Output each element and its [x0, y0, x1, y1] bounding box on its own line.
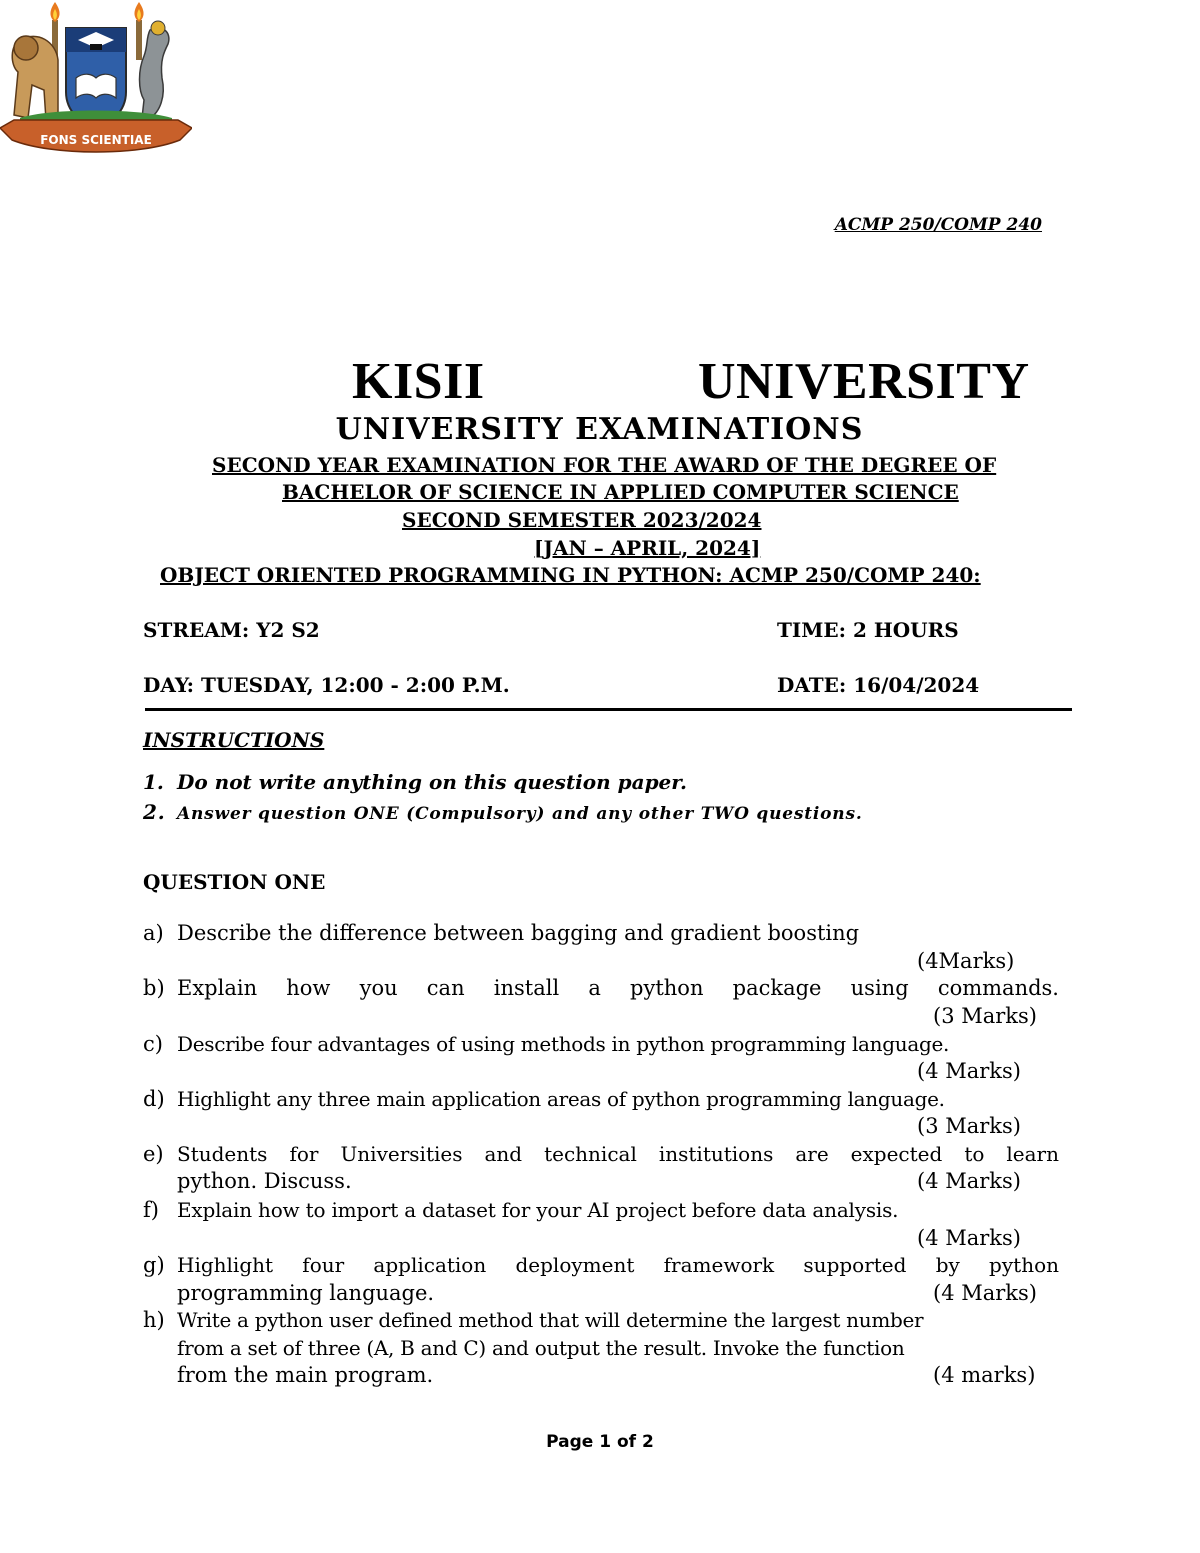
course-code: ACMP 250/COMP 240 [834, 215, 1042, 235]
question-item-letter: c) [143, 1032, 163, 1056]
instruction-item [143, 770, 687, 794]
question-item-text: Highlight four application deployment framework supported by python [177, 1253, 1059, 1277]
question-item-marks: (3 Marks) [933, 1004, 1037, 1028]
question-item-text: Describe four advantages of using methods in python programming language. [177, 1032, 950, 1056]
stream-label: STREAM: Y2 S2 [143, 618, 320, 642]
question-item-text-continued: from a set of three (A, B and C) and output the result. Invoke the function [177, 1336, 905, 1360]
question-item-marks: (4 Marks) [917, 1169, 1021, 1193]
question-item-text: Explain how to import a dataset for your AI project before data analysis. [177, 1198, 899, 1222]
question-item-marks: (4 Marks) [917, 1059, 1021, 1083]
question-item-marks: (4 Marks) [917, 1226, 1021, 1250]
question-item-marks: (4 Marks) [933, 1281, 1037, 1305]
heading-line-1: SECOND YEAR EXAMINATION FOR THE AWARD OF THE DEGREE OF [212, 453, 997, 477]
question-item-marks: (3 Marks) [917, 1114, 1021, 1138]
question-item-text-continued: python. Discuss. [177, 1169, 352, 1193]
university-name-left: KISII [352, 353, 485, 410]
question-one-heading: QUESTION ONE [143, 870, 326, 894]
instruction-number: 1. [143, 770, 164, 794]
instructions-heading: INSTRUCTIONS [143, 728, 325, 752]
university-crest-logo [0, 0, 192, 160]
question-item-letter: a) [143, 921, 164, 945]
university-name-right: UNIVERSITY [698, 353, 1030, 410]
question-item-text-continued: from the main program. [177, 1363, 434, 1387]
heading-line-3: SECOND SEMESTER 2023/2024 [402, 508, 762, 532]
page-number: Page 1 of 2 [546, 1432, 654, 1452]
divider-rule [145, 708, 1072, 711]
question-item-letter: f) [143, 1198, 159, 1222]
instruction-text: Answer question ONE (Compulsory) and any other TWO questions. [177, 804, 863, 824]
heading-line-2: BACHELOR OF SCIENCE IN APPLIED COMPUTER SCIENCE [282, 480, 959, 504]
instruction-item [143, 800, 863, 824]
instruction-number: 2. [143, 800, 166, 824]
question-item-text: Describe the difference between bagging and gradient boosting [177, 921, 860, 945]
crest-motto: FONS SCIENTIAE [40, 133, 152, 147]
time-label: TIME: 2 HOURS [777, 618, 959, 642]
question-item-letter: d) [143, 1087, 165, 1111]
heading-line-4: [JAN – APRIL, 2024] [534, 536, 761, 560]
day-label: DAY: TUESDAY, 12:00 - 2:00 P.M. [143, 673, 510, 697]
question-item-letter: g) [143, 1253, 165, 1277]
date-label: DATE: 16/04/2024 [777, 673, 980, 697]
question-item-text: Explain how you can install a python package using commands. [177, 976, 1059, 1000]
question-item-text: Students for Universities and technical institutions are expected to learn [177, 1142, 1059, 1166]
question-item-letter: b) [143, 976, 165, 1000]
question-item-text-continued: programming language. [177, 1281, 435, 1305]
question-item-letter: e) [143, 1142, 164, 1166]
question-item-text: Highlight any three main application areas of python programming language. [177, 1087, 945, 1111]
instruction-text: Do not write anything on this question paper. [177, 770, 687, 794]
question-item-letter: h) [143, 1308, 165, 1332]
question-item-text: Write a python user defined method that will determine the largest number [177, 1308, 924, 1332]
question-item-marks: (4Marks) [917, 949, 1015, 973]
course-title: OBJECT ORIENTED PROGRAMMING IN PYTHON: ACMP 250/COMP 240: [160, 563, 981, 587]
exams-title: UNIVERSITY EXAMINATIONS [335, 412, 864, 447]
question-item-marks: (4 marks) [933, 1363, 1036, 1387]
